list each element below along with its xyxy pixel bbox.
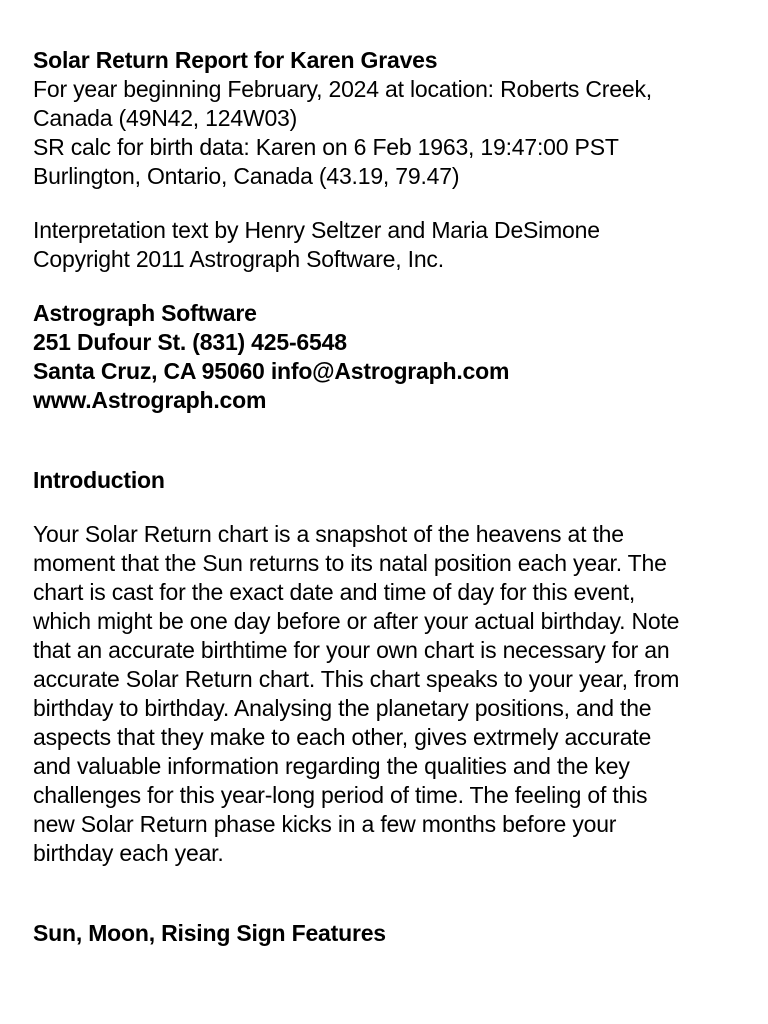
report-title: Solar Return Report for Karen Graves bbox=[33, 47, 438, 73]
introduction-heading: Introduction bbox=[33, 467, 165, 493]
paragraph-line: birthday to birthday. Analysing the planetary positions, and the bbox=[33, 695, 652, 721]
paragraph-line: birthday each year. bbox=[33, 840, 224, 866]
sun-moon-rising-section bbox=[33, 919, 738, 948]
report-header bbox=[33, 46, 738, 191]
company-city-email: Santa Cruz, CA 95060 info@Astrograph.com bbox=[33, 358, 510, 384]
introduction-paragraph bbox=[33, 520, 738, 868]
paragraph-line: challenges for this year-long period of time. The feeling of this bbox=[33, 782, 648, 808]
spacer bbox=[33, 191, 738, 216]
birth-data-line: SR calc for birth data: Karen on 6 Feb 1963, 19:47:00 PST bbox=[33, 134, 619, 160]
birth-location-line: Burlington, Ontario, Canada (43.19, 79.47) bbox=[33, 163, 460, 189]
paragraph-line: moment that the Sun returns to its natal position each year. The bbox=[33, 550, 667, 576]
company-website: www.Astrograph.com bbox=[33, 387, 267, 413]
interpretation-credit: Interpretation text by Henry Seltzer and Maria DeSimone bbox=[33, 217, 600, 243]
company-address-phone: 251 Dufour St. (831) 425-6548 bbox=[33, 329, 347, 355]
paragraph-line: new Solar Return phase kicks in a few months before your bbox=[33, 811, 617, 837]
credits-block bbox=[33, 216, 738, 274]
spacer bbox=[33, 415, 738, 466]
paragraph-line: accurate Solar Return chart. This chart speaks to your year, from bbox=[33, 666, 680, 692]
paragraph-line: chart is cast for the exact date and time of day for this event, bbox=[33, 579, 636, 605]
spacer bbox=[33, 274, 738, 299]
paragraph-line: Your Solar Return chart is a snapshot of the heavens at the bbox=[33, 521, 624, 547]
copyright-line: Copyright 2011 Astrograph Software, Inc. bbox=[33, 246, 444, 272]
introduction-section bbox=[33, 466, 738, 868]
paragraph-line: which might be one day before or after your actual birthday. Note bbox=[33, 608, 680, 634]
location-coordinates: Canada (49N42, 124W03) bbox=[33, 105, 298, 131]
spacer bbox=[33, 868, 738, 919]
sun-moon-rising-heading: Sun, Moon, Rising Sign Features bbox=[33, 920, 386, 946]
company-name: Astrograph Software bbox=[33, 300, 257, 326]
paragraph-line: that an accurate birthtime for your own chart is necessary for an bbox=[33, 637, 670, 663]
location-line: For year beginning February, 2024 at location: Roberts Creek, bbox=[33, 76, 652, 102]
paragraph-line: and valuable information regarding the qualities and the key bbox=[33, 753, 630, 779]
paragraph-line: aspects that they make to each other, gives extrmely accurate bbox=[33, 724, 652, 750]
spacer bbox=[33, 495, 738, 520]
company-block bbox=[33, 299, 738, 415]
